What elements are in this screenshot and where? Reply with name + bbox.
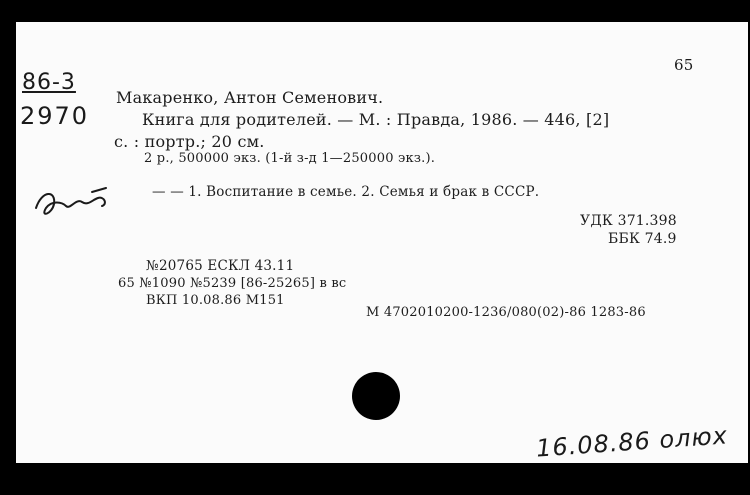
- punch-hole: [352, 372, 400, 420]
- tech-line-1: №20765 ЕСКЛ 43.11: [146, 258, 295, 274]
- shelf-mark-line1: 86-3: [22, 70, 76, 95]
- title-line-2: с. : портр.; 20 см.: [114, 132, 265, 151]
- subjects-line: — — 1. Воспитание в семье. 2. Семья и брак в СССР.: [152, 184, 540, 200]
- shelf-mark-line2: 2970: [20, 102, 90, 130]
- catalog-card: [16, 22, 748, 463]
- handwritten-date: 16.08.86 олюх: [535, 421, 729, 463]
- handwritten-mark: [32, 178, 118, 228]
- price-line: 2 р., 500000 экз. (1-й з-д 1—250000 экз.).: [144, 151, 436, 166]
- tech-line-2: 65 №1090 №5239 [86-25265] в вс: [118, 276, 347, 291]
- bbk-code: ББК 74.9: [608, 231, 677, 247]
- title-line-1: Книга для родителей. — М. : Правда, 1986. — 446, [2]: [142, 110, 610, 129]
- udk-code: УДК 371.398: [580, 213, 677, 229]
- tech-line-3: ВКП 10.08.86 М151: [146, 293, 285, 308]
- isbn-code: М 4702010200-1236/080(02)-86 1283-86: [366, 305, 646, 320]
- author-heading: Макаренко, Антон Семенович.: [116, 88, 384, 107]
- page-number: 65: [674, 56, 694, 74]
